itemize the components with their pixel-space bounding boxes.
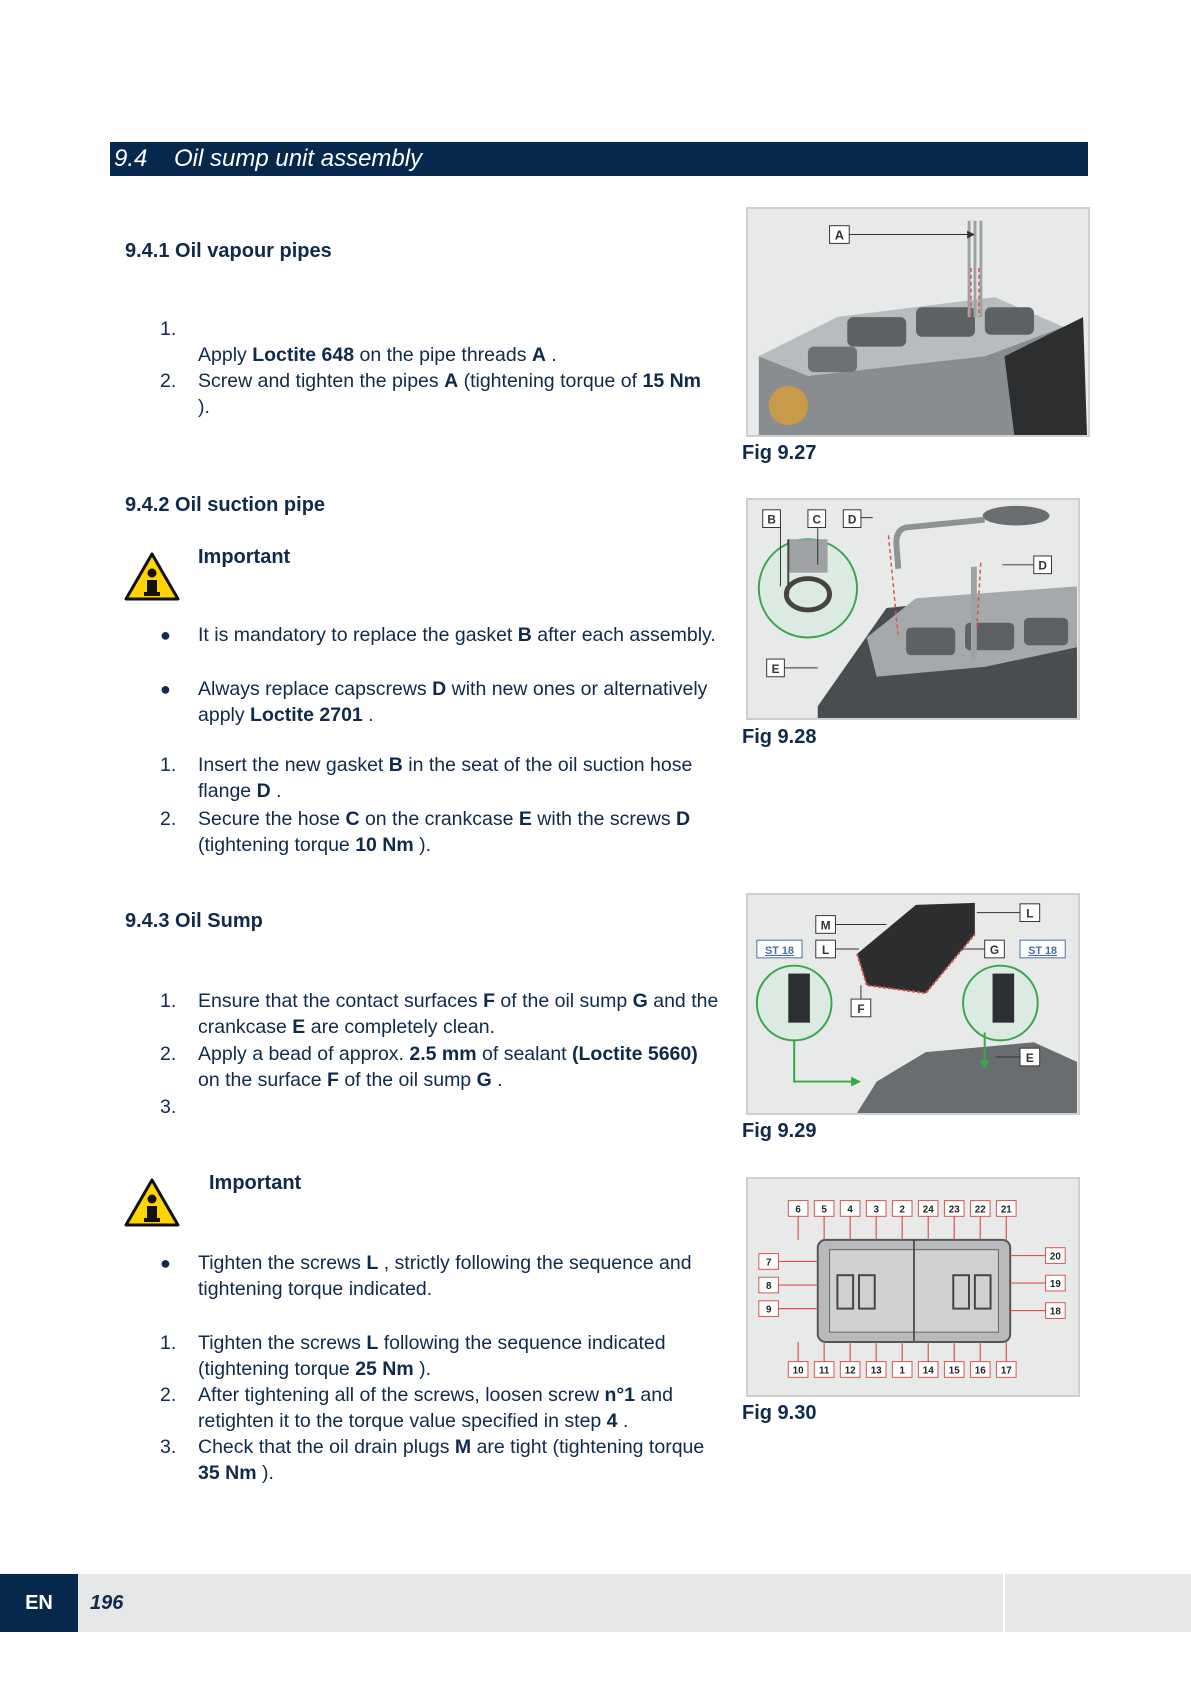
sequence-number: 22 <box>974 1204 986 1216</box>
step-text: Insert the new gasket B in the seat of the oil suction hose flange D . <box>198 754 693 802</box>
sequence-number: 17 <box>1000 1365 1012 1377</box>
section-title: Oil sump unit assembly <box>174 145 423 172</box>
step-number: 2. <box>160 370 177 392</box>
subsection-heading-oil-suction-pipe: 9.4.2 Oil suction pipe <box>125 494 326 516</box>
language-tab: EN <box>0 1574 78 1632</box>
figure-caption-9-28: Fig 9.28 <box>742 726 817 748</box>
step-text: After tightening all of the screws, loosen screw n°1 and retighten it to the torque value specified in step 4 . <box>198 1384 673 1432</box>
tool-code-label: ST 18 <box>1028 944 1058 957</box>
figure-9-29 <box>746 893 1080 1115</box>
page-number: 196 <box>90 1592 124 1614</box>
step-text: Tighten the screws L following the sequence indicated (tightening torque 25 Nm ). <box>198 1332 666 1380</box>
bullet-text: Tighten the screws L , strictly following the sequence and tightening torque indicated. <box>198 1252 692 1300</box>
sequence-number: 3 <box>873 1204 879 1216</box>
s2-step-1 <box>160 752 720 804</box>
sequence-number: 16 <box>974 1365 986 1377</box>
screw-tightening-sequence-diagram <box>748 1179 1078 1395</box>
callout-label: D <box>1038 559 1047 573</box>
s3-step-1 <box>160 988 720 1040</box>
oil-sump-sealant-illustration <box>748 895 1078 1113</box>
oil-suction-pipe-illustration <box>748 500 1078 718</box>
sequence-number: 23 <box>948 1204 960 1216</box>
step-number: 1. <box>160 990 177 1012</box>
s1-step-1 <box>160 316 720 372</box>
step-number: 2. <box>160 1043 177 1065</box>
bullet-dot: ● <box>160 679 171 699</box>
s2-step-2 <box>160 806 720 858</box>
engine-block-oil-vapour-pipes-illustration <box>748 209 1088 435</box>
step-text: Apply Loctite 648 on the pipe threads A . <box>198 344 557 366</box>
sequence-number: 18 <box>1049 1306 1061 1318</box>
important-note-title: Important <box>198 546 291 568</box>
callout-label: M <box>820 919 831 933</box>
s2-bullet-2 <box>160 676 720 728</box>
callout-label: D <box>847 513 857 527</box>
step-text: Apply a bead of approx. 2.5 mm of sealant (Loctite 5660) on the surface F of the oil sump G . <box>198 1043 698 1091</box>
s3-step-2 <box>160 1041 720 1093</box>
step-text: Check that the oil drain plugs M are tight (tightening torque 35 Nm ). <box>198 1436 705 1484</box>
callout-label: L <box>822 943 830 957</box>
important-note-title: Important <box>209 1172 302 1194</box>
callout-label: G <box>989 943 1000 957</box>
footer-divider <box>1003 1574 1005 1632</box>
step-number: 2. <box>160 808 177 830</box>
page-footer <box>0 1574 1191 1632</box>
s3-bullet-1 <box>160 1250 720 1302</box>
callout-label: E <box>771 662 780 676</box>
callout-label: A <box>834 227 845 243</box>
bullet-dot: ● <box>160 1253 171 1273</box>
figure-9-27 <box>746 207 1090 437</box>
sequence-number: 8 <box>765 1280 772 1292</box>
subsection-heading-oil-vapour-pipes: 9.4.1 Oil vapour pipes <box>125 240 332 262</box>
bullet-text: It is mandatory to replace the gasket B after each assembly. <box>198 624 716 646</box>
sequence-number: 14 <box>922 1365 934 1377</box>
step-number: 3. <box>160 1096 177 1118</box>
sequence-number: 10 <box>792 1365 804 1377</box>
sequence-number: 2 <box>899 1204 905 1216</box>
figure-9-30 <box>746 1177 1080 1397</box>
sequence-number: 20 <box>1049 1251 1061 1263</box>
sequence-number: 15 <box>948 1365 960 1377</box>
step-number: 1. <box>160 318 177 340</box>
sequence-number: 19 <box>1049 1279 1061 1290</box>
step-number: 1. <box>160 754 177 776</box>
figure-caption-9-30: Fig 9.30 <box>742 1402 817 1424</box>
s3-step-3 <box>160 1094 720 1120</box>
figure-9-28 <box>746 498 1080 720</box>
step-text: Secure the hose C on the crankcase E with the screws D (tightening torque 10 Nm ). <box>198 808 691 856</box>
sequence-number: 4 <box>847 1204 853 1216</box>
warning-info-icon <box>124 552 180 602</box>
step-text: Screw and tighten the pipes A (tightening torque of 15 Nm ). <box>198 370 701 418</box>
sequence-number: 12 <box>844 1365 856 1377</box>
s3-step2-2 <box>160 1382 720 1434</box>
s3-step2-3 <box>160 1434 720 1486</box>
sequence-number: 9 <box>765 1304 772 1316</box>
step-number: 1. <box>160 1332 177 1354</box>
s2-bullet-1 <box>160 622 720 674</box>
sequence-number: 24 <box>922 1204 934 1216</box>
bullet-text: Always replace capscrews D with new ones or alternatively apply Loctite 2701 . <box>198 678 708 726</box>
section-title-bar <box>110 142 1088 176</box>
callout-label: F <box>857 1002 865 1016</box>
warning-info-icon <box>124 1178 180 1228</box>
s3-step2-1 <box>160 1330 720 1382</box>
sequence-number: 5 <box>821 1204 827 1216</box>
step-text: Ensure that the contact surfaces F of the oil sump G and the crankcase E are completely clean. <box>198 990 719 1038</box>
sequence-number: 1 <box>899 1365 905 1377</box>
callout-label: E <box>1025 1051 1034 1065</box>
sequence-number: 11 <box>818 1365 830 1377</box>
figure-caption-9-29: Fig 9.29 <box>742 1120 817 1142</box>
tool-code-label: ST 18 <box>765 944 794 957</box>
subsection-heading-oil-sump: 9.4.3 Oil Sump <box>125 910 263 932</box>
step-number: 2. <box>160 1384 177 1406</box>
section-number: 9.4 <box>114 145 148 172</box>
figure-caption-9-27: Fig 9.27 <box>742 442 817 464</box>
s1-step-2 <box>160 368 720 420</box>
sequence-number: 21 <box>1000 1204 1012 1216</box>
bullet-dot: ● <box>160 625 171 645</box>
sequence-number: 13 <box>870 1365 882 1377</box>
sequence-number: 7 <box>765 1257 772 1269</box>
callout-label: B <box>767 513 776 527</box>
callout-label: L <box>1026 907 1034 921</box>
step-number: 3. <box>160 1436 177 1458</box>
callout-label: C <box>812 513 822 527</box>
sequence-number: 6 <box>795 1204 801 1216</box>
